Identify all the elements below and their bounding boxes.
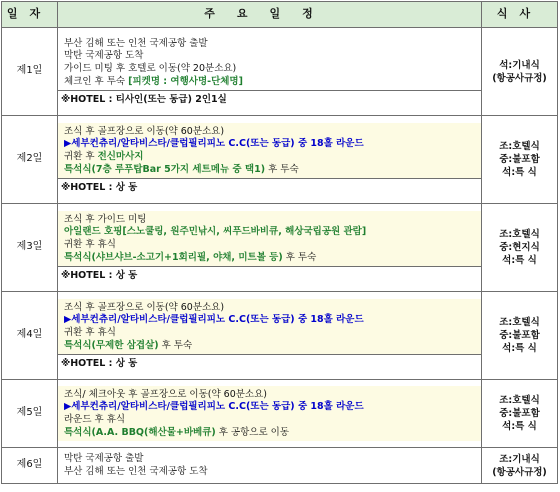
schedule-text: 특석식(A.A. BBQ(해산물+바베큐) [64, 426, 216, 438]
schedule-line [64, 327, 477, 340]
meal-item: 중:불포함 [499, 408, 540, 419]
header-row [2, 2, 558, 28]
hotel-info: ※HOTEL : 상 동 [58, 266, 481, 284]
schedule-text: 전신마사지 [97, 151, 144, 162]
meal-cell [482, 448, 558, 484]
day-row [2, 380, 558, 448]
schedule-line [64, 126, 477, 139]
meal-item: 석:특 식 [502, 255, 537, 266]
schedule-text: 귀환 후 [64, 151, 98, 162]
schedule-line [64, 164, 477, 177]
schedule-text: 체크인 후 투숙 [64, 75, 129, 87]
schedule-line [64, 138, 477, 151]
schedule-text: 특석식(무제한 삼겹살) [64, 339, 159, 351]
schedule-cell [58, 28, 482, 116]
day-row [2, 204, 558, 292]
meal-cell [482, 380, 558, 448]
meal-cell [482, 204, 558, 292]
meal-item: 중:현지식 [499, 242, 540, 253]
day-row [2, 448, 558, 484]
meal-item: 석:특 식 [502, 167, 537, 178]
schedule-text: 특석식(샤브샤브-소고기+1회리필, 야채, 미트볼 등) [64, 251, 283, 263]
meal-item: 석:특 식 [502, 343, 537, 354]
schedule-text: 아일랜드 호핑[스노쿨링, 원주민낚시, 씨푸드바비큐, 해상국립공원 관람] [64, 226, 367, 238]
day-label: 제2일 [2, 116, 58, 204]
schedule-lines [58, 35, 481, 90]
schedule-lines [58, 299, 481, 354]
schedule-cell [58, 380, 482, 448]
schedule-text: 막탄 국제공항 출발 [64, 453, 144, 465]
day-label: 제4일 [2, 292, 58, 380]
meal-cell [482, 28, 558, 116]
schedule-text: 가이드 미팅 후 호텔로 이동(약 20분소요) [64, 63, 237, 74]
header-day: 일자 [2, 2, 58, 28]
schedule-text: 후 투숙 [265, 163, 299, 175]
header-meal: 식사 [482, 2, 558, 28]
schedule-text: 조식/ 체크아웃 후 골프장으로 이동(약 60분소요) [64, 388, 267, 400]
hotel-info: ※HOTEL : 상 동 [58, 354, 481, 372]
schedule-line [64, 466, 477, 479]
meal-item: 조:기내식 [499, 453, 540, 465]
schedule-text: 부산 김해 또는 인천 국제공항 출발 [64, 37, 208, 49]
schedule-line [64, 50, 477, 63]
meal-item: 조:호텔식 [499, 229, 540, 240]
meal-item: 석:기내식 [499, 59, 540, 71]
meal-item: 조:호텔식 [499, 141, 540, 152]
meal-item: 중:불포함 [499, 154, 540, 165]
schedule-text: 조식 후 골프장으로 이동(약 60분소요) [64, 125, 225, 137]
day-row [2, 28, 558, 116]
day-label: 제6일 [2, 448, 58, 484]
day-label: 제1일 [2, 28, 58, 116]
schedule-text: ▶세부컨츄리/알타비스타/클럽필리피노 C.C(또는 동급) 중 18홀 라운드 [64, 138, 364, 150]
schedule-line [64, 302, 477, 315]
schedule-line [64, 252, 477, 265]
schedule-line [64, 453, 477, 466]
schedule-line [64, 226, 477, 239]
schedule-text: 특석식(7층 루푸탑Bar 5가지 세트메뉴 중 택1) [64, 163, 266, 175]
schedule-line [64, 151, 477, 164]
meal-item: 조:호텔식 [499, 395, 540, 406]
itinerary-table [1, 1, 558, 484]
day-label: 제5일 [2, 380, 58, 448]
schedule-line [64, 214, 477, 227]
hotel-info: ※HOTEL : 상 동 [58, 178, 481, 196]
schedule-text: ▶세부컨츄리/알타비스타/클럽필리피노 C.C(또는 동급) 중 18홀 라운드 [64, 401, 364, 413]
meal-item: 석:특 식 [502, 421, 537, 432]
schedule-line [64, 389, 477, 402]
schedule-text: 라운드 후 휴식 [64, 414, 126, 425]
schedule-line [64, 401, 477, 414]
schedule-cell [58, 292, 482, 380]
schedule-cell [58, 448, 482, 484]
meal-item: 중:불포함 [499, 330, 540, 341]
schedule-text: 후 투숙 [158, 339, 193, 351]
meal-cell [482, 292, 558, 380]
meal-item: (항공사규정) [492, 72, 547, 84]
schedule-lines [58, 211, 481, 266]
day-label: 제3일 [2, 204, 58, 292]
schedule-cell [58, 116, 482, 204]
schedule-line [64, 340, 477, 353]
schedule-line [64, 239, 477, 252]
schedule-line [64, 38, 477, 51]
schedule-cell [58, 204, 482, 292]
schedule-line [64, 414, 477, 427]
schedule-text: 귀환 후 휴식 [64, 239, 116, 250]
schedule-lines [58, 123, 481, 178]
schedule-text: 조식 후 가이드 미팅 [64, 213, 147, 225]
schedule-lines [58, 386, 481, 441]
schedule-text: ▶세부컨츄리/알타비스타/클럽필리피노 C.C(또는 동급) 중 18홀 라운드 [64, 314, 364, 326]
day-row [2, 116, 558, 204]
schedule-line [64, 63, 477, 76]
hotel-info: ※HOTEL : 티사인(또는 동급) 2인1실 [58, 90, 481, 108]
schedule-line [64, 314, 477, 327]
meal-item: 조:호텔식 [499, 317, 540, 328]
schedule-text: 후 공항으로 이동 [215, 426, 290, 438]
day-row [2, 292, 558, 380]
schedule-line [64, 76, 477, 89]
schedule-text: 후 투숙 [282, 251, 317, 263]
meal-cell [482, 116, 558, 204]
schedule-text: 조식 후 골프장으로 이동(약 60분소요) [64, 301, 225, 313]
schedule-text: 부산 김해 또는 인천 국제공항 도착 [64, 466, 208, 477]
header-schedule: 주요일정 [58, 2, 482, 28]
schedule-text: [피켓명 : 여행사명-단체명] [128, 75, 243, 87]
schedule-line [64, 427, 477, 440]
meal-item: (항공사규정) [492, 466, 547, 478]
schedule-lines [58, 450, 481, 480]
schedule-text: 막탄 국제공항 도착 [64, 50, 144, 62]
schedule-text: 귀환 후 휴식 [64, 327, 116, 338]
